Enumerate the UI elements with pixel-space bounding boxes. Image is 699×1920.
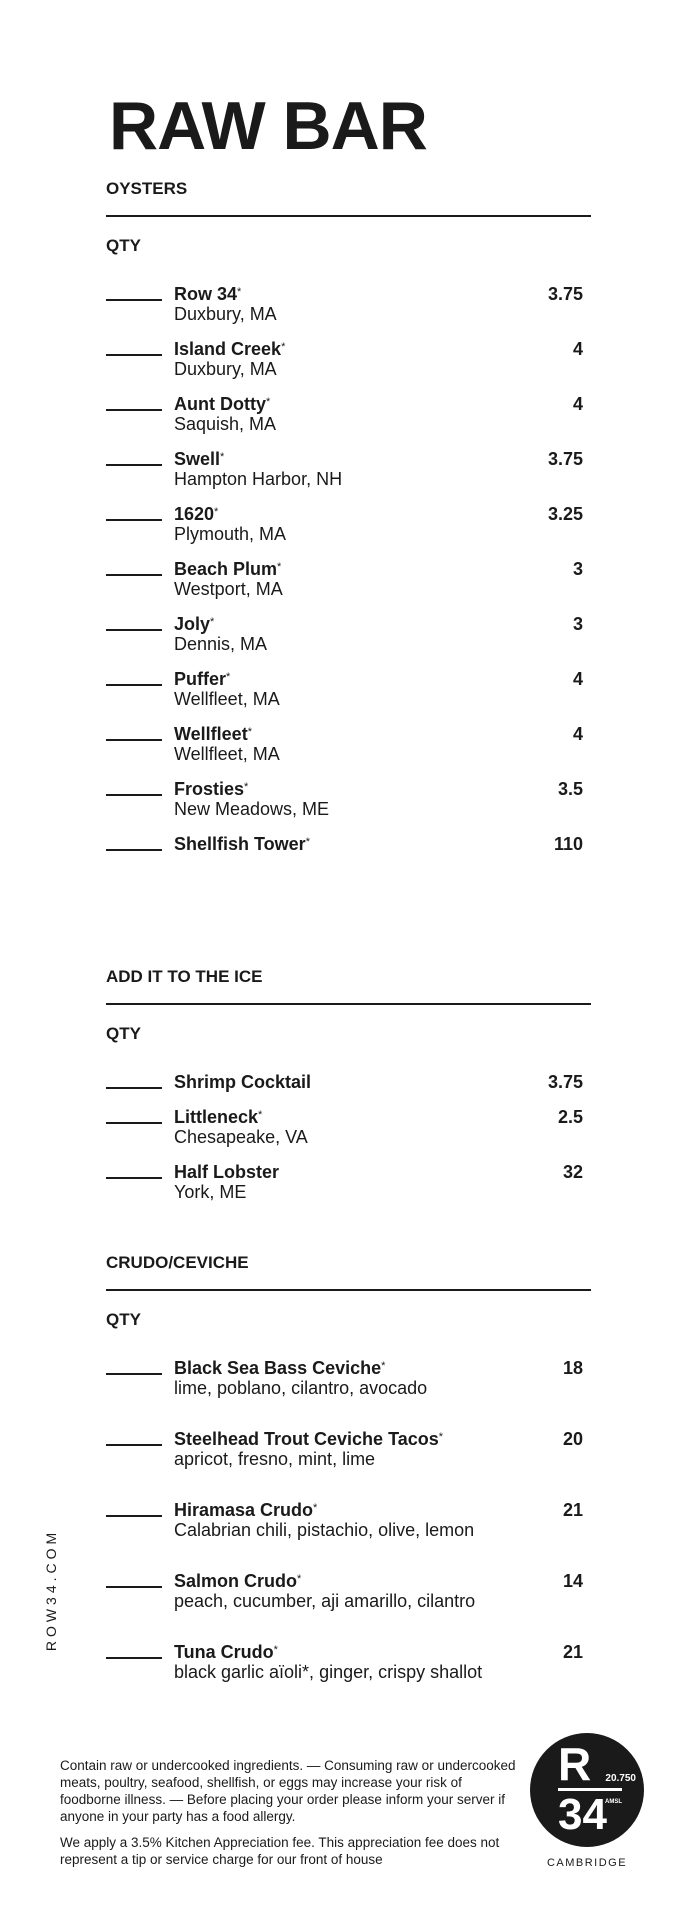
footer-notes xyxy=(60,1757,520,1877)
item-name xyxy=(174,339,591,359)
qty-blank-line xyxy=(106,629,162,631)
qty-blank-line xyxy=(106,574,162,576)
logo-letter: R xyxy=(558,1738,592,1790)
item-price: 32 xyxy=(562,1162,583,1182)
menu-item xyxy=(106,1642,591,1682)
item-price: 4 xyxy=(572,339,583,359)
item-description: Wellfleet, MA xyxy=(174,744,280,764)
item-name-text: 1620 xyxy=(174,504,215,524)
item-name xyxy=(174,1162,591,1182)
item-name xyxy=(174,1429,591,1449)
logo-number: 34 xyxy=(558,1790,607,1839)
website-vertical-text: ROW34.COM xyxy=(43,1528,59,1652)
item-description: Dennis, MA xyxy=(174,634,268,654)
item-name xyxy=(174,449,591,469)
item-name xyxy=(174,284,591,304)
menu-item xyxy=(106,339,591,379)
item-price: 3.5 xyxy=(557,779,583,799)
menu-item xyxy=(106,614,591,654)
section-divider xyxy=(106,1003,591,1005)
qty-blank-line xyxy=(106,354,162,356)
section-oysters xyxy=(106,180,591,869)
item-name-text: Steelhead Trout Ceviche Tacos xyxy=(174,1429,439,1449)
qty-blank-line xyxy=(106,849,162,851)
raw-marker: * xyxy=(297,1573,302,1585)
logo-elevation: 20.750 xyxy=(605,1773,636,1784)
fee-notice: We apply a 3.5% Kitchen Appreciation fee. This appreciation fee does not represent a tip or service charge for our front of house xyxy=(60,1835,500,1867)
raw-marker: * xyxy=(244,781,249,793)
raw-marker: * xyxy=(305,836,310,848)
menu-item xyxy=(106,724,591,764)
item-name xyxy=(174,724,591,744)
item-description: Hampton Harbor, NH xyxy=(174,469,343,489)
menu-item xyxy=(106,779,591,819)
item-name xyxy=(174,1571,591,1591)
menu-item xyxy=(106,1571,591,1611)
item-name xyxy=(174,559,591,579)
item-price: 21 xyxy=(562,1642,583,1662)
item-name-text: Tuna Crudo xyxy=(174,1642,274,1662)
section-title: OYSTERS xyxy=(106,179,188,198)
item-price: 18 xyxy=(562,1358,583,1378)
menu-item xyxy=(106,1429,591,1469)
qty-blank-line xyxy=(106,1657,162,1659)
item-price: 3.75 xyxy=(547,284,583,304)
raw-marker: * xyxy=(381,1360,386,1372)
raw-marker: * xyxy=(220,451,225,463)
item-name xyxy=(174,1500,591,1520)
raw-marker: * xyxy=(277,561,282,573)
item-description: Duxbury, MA xyxy=(174,304,277,324)
item-price: 4 xyxy=(572,724,583,744)
raw-marker: * xyxy=(210,616,215,628)
menu-item xyxy=(106,504,591,544)
item-name xyxy=(174,1107,591,1127)
qty-blank-line xyxy=(106,1373,162,1375)
raw-marker: * xyxy=(281,341,286,353)
item-name xyxy=(174,614,591,634)
menu-item xyxy=(106,449,591,489)
menu-item xyxy=(106,284,591,324)
qty-blank-line xyxy=(106,684,162,686)
qty-blank-line xyxy=(106,739,162,741)
raw-marker: * xyxy=(273,1644,278,1656)
item-price: 20 xyxy=(562,1429,583,1449)
item-name-text: Aunt Dotty xyxy=(174,394,266,414)
qty-label: QTY xyxy=(106,1310,141,1329)
section-crudo-ceviche xyxy=(106,1254,591,1713)
menu-item xyxy=(106,394,591,434)
raw-marker: * xyxy=(258,1109,263,1121)
item-price: 2.5 xyxy=(557,1107,583,1127)
item-name-text: Shrimp Cocktail xyxy=(174,1072,312,1092)
item-name-text: Hiramasa Crudo xyxy=(174,1500,314,1520)
item-price: 3.25 xyxy=(547,504,583,524)
item-name-text: Black Sea Bass Ceviche xyxy=(174,1358,382,1378)
item-price: 4 xyxy=(572,394,583,414)
menu-item xyxy=(106,1072,591,1092)
item-description: apricot, fresno, mint, lime xyxy=(174,1449,376,1469)
item-name xyxy=(174,669,591,689)
menu-item xyxy=(106,1162,591,1202)
section-title: ADD IT TO THE ICE xyxy=(106,967,263,986)
item-name xyxy=(174,1642,591,1662)
row34-logo xyxy=(530,1733,644,1847)
item-name-text: Salmon Crudo xyxy=(174,1571,298,1591)
qty-blank-line xyxy=(106,1177,162,1179)
item-name-text: Beach Plum xyxy=(174,559,278,579)
item-description: Calabrian chili, pistachio, olive, lemon xyxy=(174,1520,475,1540)
item-description: Saquish, MA xyxy=(174,414,277,434)
raw-marker: * xyxy=(226,671,231,683)
item-name-text: Frosties xyxy=(174,779,245,799)
qty-label: QTY xyxy=(106,236,141,255)
qty-label: QTY xyxy=(106,1024,141,1043)
item-name-text: Littleneck xyxy=(174,1107,259,1127)
raw-marker: * xyxy=(214,506,219,518)
menu-item xyxy=(106,559,591,599)
item-name xyxy=(174,1072,591,1092)
item-description: peach, cucumber, aji amarillo, cilantro xyxy=(174,1591,476,1611)
menu-item xyxy=(106,1500,591,1540)
qty-blank-line xyxy=(106,1444,162,1446)
item-name xyxy=(174,504,591,524)
menu-item xyxy=(106,669,591,709)
raw-marker: * xyxy=(237,286,242,298)
item-price: 3 xyxy=(572,559,583,579)
item-name-text: Puffer xyxy=(174,669,227,689)
item-price: 3 xyxy=(572,614,583,634)
item-description: Chesapeake, VA xyxy=(174,1127,308,1147)
item-description: Wellfleet, MA xyxy=(174,689,280,709)
item-price: 4 xyxy=(572,669,583,689)
item-description: York, ME xyxy=(174,1182,247,1202)
item-name-text: Half Lobster xyxy=(174,1162,280,1182)
qty-blank-line xyxy=(106,794,162,796)
item-description: New Meadows, ME xyxy=(174,799,330,819)
item-name xyxy=(174,834,591,854)
item-price: 110 xyxy=(553,834,583,854)
item-name-text: Island Creek xyxy=(174,339,282,359)
item-price: 14 xyxy=(562,1571,583,1591)
raw-marker: * xyxy=(265,396,271,408)
logo-caption: CAMBRIDGE xyxy=(546,1857,628,1869)
item-price: 3.75 xyxy=(547,1072,583,1092)
menu-item xyxy=(106,1107,591,1147)
item-name-text: Swell xyxy=(174,449,221,469)
item-description: lime, poblano, cilantro, avocado xyxy=(174,1378,428,1398)
qty-blank-line xyxy=(106,1087,162,1089)
raw-marker: * xyxy=(313,1502,318,1514)
section-title: CRUDO/CEVICHE xyxy=(106,1253,249,1272)
logo-unit: AMSL xyxy=(605,1799,622,1805)
section-divider xyxy=(106,215,591,217)
page-title: RAW BAR xyxy=(109,88,427,164)
section-divider xyxy=(106,1289,591,1291)
qty-blank-line xyxy=(106,1586,162,1588)
raw-marker: * xyxy=(247,726,252,738)
item-name-text: Joly xyxy=(174,614,211,634)
qty-blank-line xyxy=(106,1122,162,1124)
item-name xyxy=(174,394,591,414)
item-price: 3.75 xyxy=(547,449,583,469)
section-add-it-to-the-ice xyxy=(106,968,591,1217)
qty-blank-line xyxy=(106,1515,162,1517)
item-description: Westport, MA xyxy=(174,579,283,599)
qty-blank-line xyxy=(106,464,162,466)
menu-item xyxy=(106,1358,591,1398)
item-description: Duxbury, MA xyxy=(174,359,277,379)
item-name xyxy=(174,1358,591,1378)
item-name-text: Wellfleet xyxy=(174,724,248,744)
menu-item xyxy=(106,834,591,854)
item-price: 21 xyxy=(562,1500,583,1520)
qty-blank-line xyxy=(106,299,162,301)
item-name xyxy=(174,779,591,799)
qty-blank-line xyxy=(106,409,162,411)
raw-marker: * xyxy=(438,1431,444,1443)
qty-blank-line xyxy=(106,519,162,521)
allergy-warning: Contain raw or undercooked ingredients. — Consuming raw or undercooked meats, poultry, seafood, shellfish, or eggs may increase your risk of foodborne illness. — Before placing your order please inform your server if anyone in your party has a food allergy. xyxy=(60,1758,516,1824)
item-description: Plymouth, MA xyxy=(174,524,287,544)
item-name-text: Row 34 xyxy=(174,284,238,304)
item-name-text: Shellfish Tower xyxy=(174,834,306,854)
item-description: black garlic aïoli*, ginger, crispy shallot xyxy=(174,1662,483,1682)
